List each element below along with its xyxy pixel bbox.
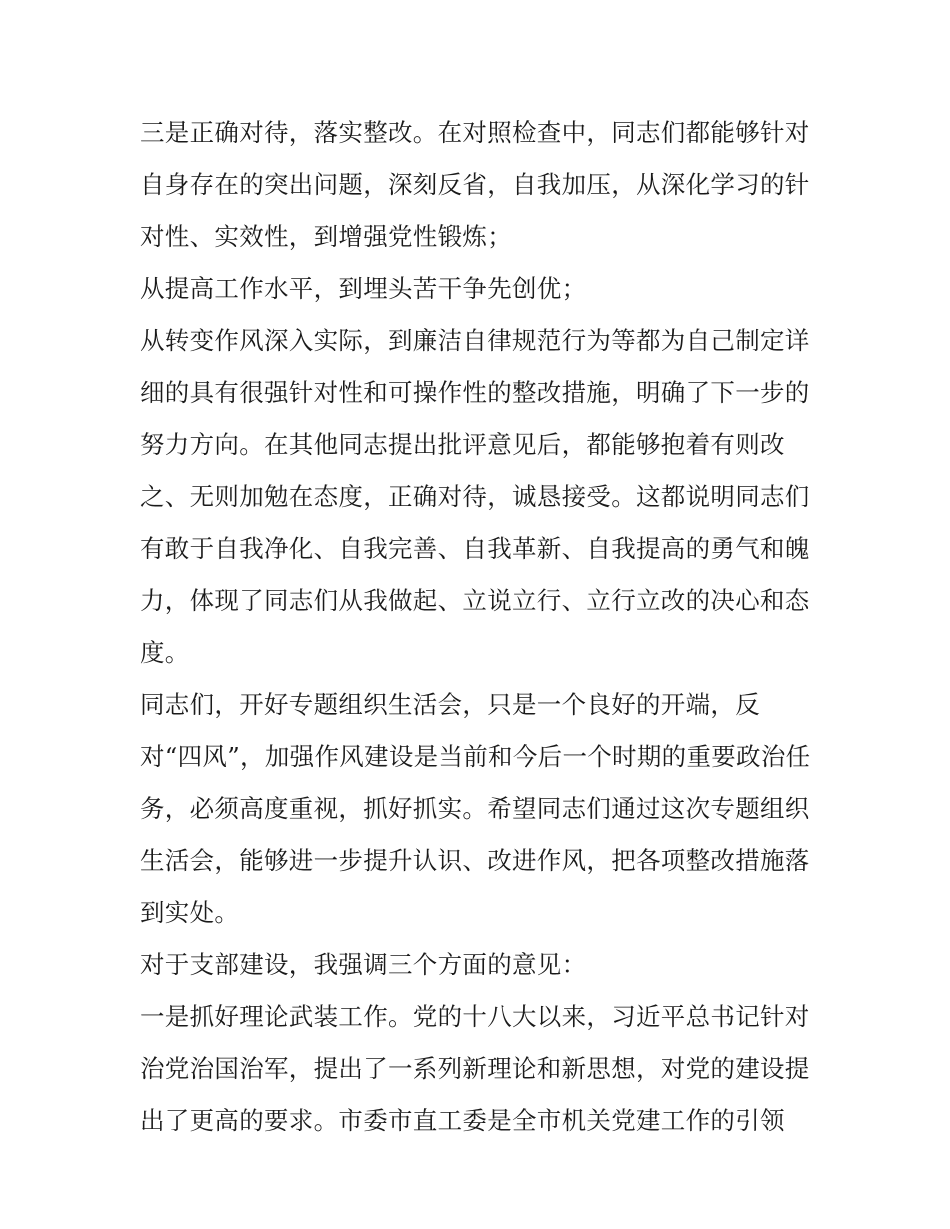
text-line: 对性、实效性，到增强党性锻炼； bbox=[140, 222, 512, 251]
text-line: 出了更高的要求。市委市直工委是全市机关党建工作的引领 bbox=[140, 1106, 785, 1135]
text-line: 有敢于自我净化、自我完善、自我革新、自我提高的勇气和魄 bbox=[140, 534, 810, 563]
text-line: 从提高工作水平，到埋头苦干争先创优； bbox=[140, 274, 587, 303]
text-line: 细的具有很强针对性和可操作性的整改措施，明确了下一步的 bbox=[140, 378, 810, 407]
text-line: 之、无则加勉在态度，正确对待，诚恳接受。这都说明同志们 bbox=[140, 482, 810, 511]
text-line: 同志们，开好专题组织生活会，只是一个良好的开端，反 bbox=[140, 690, 760, 719]
text-line: 到实处。 bbox=[140, 898, 240, 927]
text-line: 自身存在的突出问题，深刻反省，自我加压，从深化学习的针 bbox=[140, 170, 810, 199]
text-line: 对“四风”，加强作风建设是当前和今后一个时期的重要政治任 bbox=[140, 742, 811, 771]
text-line: 努力方向。在其他同志提出批评意见后，都能够抱着有则改 bbox=[140, 430, 785, 459]
document-page bbox=[140, 107, 830, 1147]
text-line: 一是抓好理论武装工作。党的十八大以来，习近平总书记针对 bbox=[140, 1002, 810, 1031]
text-line: 度。 bbox=[140, 638, 190, 667]
text-line: 对于支部建设，我强调三个方面的意见： bbox=[140, 950, 587, 979]
text-line: 三是正确对待，落实整改。在对照检查中，同志们都能够针对 bbox=[140, 118, 810, 147]
text-line: 治党治国治军，提出了一系列新理论和新思想，对党的建设提 bbox=[140, 1054, 810, 1083]
text-line: 从转变作风深入实际，到廉洁自律规范行为等都为自己制定详 bbox=[140, 326, 810, 355]
text-line: 务，必须高度重视，抓好抓实。希望同志们通过这次专题组织 bbox=[140, 794, 810, 823]
text-line: 力，体现了同志们从我做起、立说立行、立行立改的决心和态 bbox=[140, 586, 810, 615]
text-line: 生活会，能够进一步提升认识、改进作风，把各项整改措施落 bbox=[140, 846, 810, 875]
